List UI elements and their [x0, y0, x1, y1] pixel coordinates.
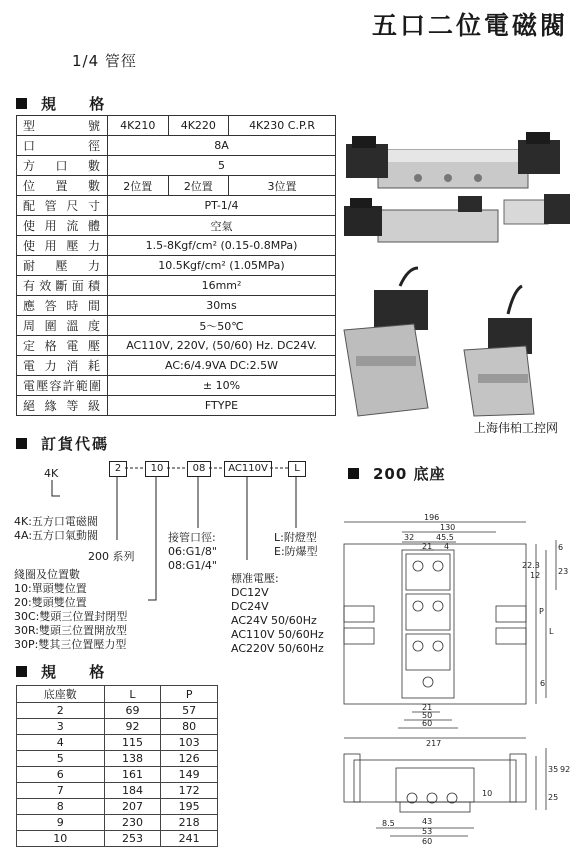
coil-title: 綫圈及位置數: [14, 568, 80, 581]
spec-value: 10.5Kgf/cm² (1.05MPa): [108, 256, 336, 276]
table-row: [17, 719, 218, 735]
dim-cell: 57: [161, 703, 218, 719]
dim-cell: 126: [161, 751, 218, 767]
voltage-item: AC110V 50/60Hz: [231, 628, 324, 641]
spec-value: 16mm²: [108, 276, 336, 296]
spec-label: 周圍溫度: [17, 316, 108, 336]
spec-label: 型 號: [17, 116, 108, 136]
dim-cell: 230: [104, 815, 161, 831]
table-row: [17, 815, 218, 831]
spec-value: 3位置: [229, 176, 336, 196]
light-item: E:防爆型: [274, 545, 318, 558]
dim-side-43: 43: [422, 817, 433, 826]
page-title: 五口二位電磁閥: [371, 11, 568, 40]
light-type-list: [274, 531, 318, 559]
dim-side-92: 92: [560, 765, 571, 774]
dim-side-35: 35: [548, 765, 559, 774]
square-bullet-icon: [348, 468, 359, 479]
spec-label: 使用流體: [17, 216, 108, 236]
dim-cell: 8: [17, 799, 105, 815]
dim-section-label: 規 格: [41, 663, 119, 681]
table-row: [17, 831, 218, 847]
dim-top-21: 21: [422, 542, 433, 551]
spec-label: 定格電壓: [17, 336, 108, 356]
dim-cell: 195: [161, 799, 218, 815]
spec-value: 4K230 C.P.R: [229, 116, 336, 136]
spec-label: 絕緣等級: [17, 396, 108, 416]
coil-item: 30C:雙頭三位置封閉型: [14, 610, 128, 623]
dim-cell: 92: [104, 719, 161, 735]
light-item: L:附燈型: [274, 531, 317, 544]
dimension-table: [16, 685, 218, 847]
dim-bottom-217: 217: [426, 739, 442, 748]
dim-side-53: 53: [422, 827, 433, 836]
spec-label: 方 口 數: [17, 156, 108, 176]
dim-cell: 69: [104, 703, 161, 719]
spec-label: 位 置 數: [17, 176, 108, 196]
order-prefix: 4K: [44, 467, 59, 480]
table-row: [17, 703, 218, 719]
order-box-coil: 10: [145, 461, 169, 477]
dim-top-4: 4: [444, 542, 450, 551]
spec-value: PT-1/4: [108, 196, 336, 216]
voltage-item: DC24V: [231, 600, 269, 613]
coil-item: 20:雙頭雙位置: [14, 596, 87, 609]
dim-right-23: 23: [558, 567, 569, 576]
dim-cell: 2: [17, 703, 105, 719]
dim-right-12: 12: [530, 571, 541, 580]
dim-cell: 218: [161, 815, 218, 831]
dim-top-130: 130: [440, 523, 456, 532]
dim-bottom-50: 50: [422, 711, 433, 720]
order-box-voltage: AC110V: [224, 461, 272, 477]
table-row: [17, 735, 218, 751]
voltage-item: AC24V 50/60Hz: [231, 614, 317, 627]
spec-value: 空氣: [108, 216, 336, 236]
dim-top-196: 196: [424, 513, 440, 522]
square-bullet-icon: [16, 666, 27, 677]
spec-value: 4K220: [168, 116, 229, 136]
dim-cell: 138: [104, 751, 161, 767]
port-size-list: [168, 531, 217, 573]
dim-cell: 80: [161, 719, 218, 735]
order-box-port: 08: [187, 461, 211, 477]
base-section-label: 200 底座: [373, 465, 446, 483]
spec-label: 有效斷面積: [17, 276, 108, 296]
dim-side-10: 10: [482, 789, 493, 798]
dim-top-32: 32: [404, 533, 415, 542]
spec-value: ± 10%: [108, 376, 336, 396]
base-section-header: [348, 463, 446, 484]
dim-header-l: L: [104, 686, 161, 703]
dim-cell: 5: [17, 751, 105, 767]
dim-bottom-60: 60: [422, 719, 433, 728]
spec-value: 2位置: [168, 176, 229, 196]
dim-side-8-5: 8.5: [382, 819, 395, 828]
dim-cell: 241: [161, 831, 218, 847]
spec-value: 4K210: [108, 116, 169, 136]
dim-cell: 9: [17, 815, 105, 831]
port-item: 08:G1/4": [168, 559, 217, 572]
spec-section-label: 規 格: [41, 95, 119, 113]
dim-cell: 4: [17, 735, 105, 751]
spec-value: 2位置: [108, 176, 169, 196]
dim-cell: 10: [17, 831, 105, 847]
spec-label: 配管尺寸: [17, 196, 108, 216]
table-row: [17, 767, 218, 783]
valve-type-list: [14, 515, 98, 543]
spec-value: AC110V, 220V, (50/60) Hz. DC24V.: [108, 336, 336, 356]
dim-right-22-3: 22.3: [522, 561, 540, 570]
voltage-item: AC220V 50/60Hz: [231, 642, 324, 655]
dim-cell: 149: [161, 767, 218, 783]
dim-header-p: P: [161, 686, 218, 703]
dim-top-45-5: 45.5: [436, 533, 454, 542]
dim-right-l: L: [549, 627, 554, 636]
coil-position-list: [14, 568, 127, 652]
order-box-series: 2: [109, 461, 127, 477]
port-item: 06:G1/8": [168, 545, 217, 558]
dim-header-base: 底座數: [17, 686, 105, 703]
spec-value: AC:6/4.9VA DC:2.5W: [108, 356, 336, 376]
voltage-title: 標准電壓:: [231, 572, 279, 585]
valve-type-item: 4K:五方口電磁閥: [14, 515, 98, 528]
dim-side-60: 60: [422, 837, 433, 846]
spec-label: 電壓容許範圍: [17, 376, 108, 396]
spec-value: 5～50℃: [108, 316, 336, 336]
page-subtitle: 1/4 管徑: [72, 52, 137, 70]
spec-value: FTYPE: [108, 396, 336, 416]
spec-value: 5: [108, 156, 336, 176]
table-row: [17, 783, 218, 799]
dim-cell: 253: [104, 831, 161, 847]
dim-bottom-21: 21: [422, 703, 433, 712]
dim-right-6: 6: [558, 543, 564, 552]
spec-label: 應答時間: [17, 296, 108, 316]
spec-label: 使用壓力: [17, 236, 108, 256]
dim-cell: 172: [161, 783, 218, 799]
coil-item: 30R:雙頭三位置開放型: [14, 624, 128, 637]
table-row: [17, 799, 218, 815]
dim-side-25: 25: [548, 793, 559, 802]
spec-value: 8A: [108, 136, 336, 156]
dim-cell: 6: [17, 767, 105, 783]
order-section-label: 訂貨代碼: [41, 435, 110, 453]
coil-item: 10:單頭雙位置: [14, 582, 87, 595]
dim-cell: 115: [104, 735, 161, 751]
base-technical-drawing: [336, 510, 574, 850]
valve-type-item: 4A:五方口氣動閥: [14, 529, 99, 542]
dim-cell: 161: [104, 767, 161, 783]
spec-label: 口 徑: [17, 136, 108, 156]
dim-cell: 207: [104, 799, 161, 815]
port-title: 接管口徑:: [168, 531, 216, 544]
spec-label: 電力消耗: [17, 356, 108, 376]
voltage-list: [231, 572, 324, 656]
spec-label: 耐 壓 力: [17, 256, 108, 276]
dim-right-p: P: [539, 607, 544, 616]
dim-cell: 3: [17, 719, 105, 735]
voltage-item: DC12V: [231, 586, 269, 599]
watermark-text: 上海伟柏工控网: [474, 421, 559, 435]
order-box-light: L: [288, 461, 306, 477]
table-row: [17, 751, 218, 767]
dim-right-6b: 6: [540, 679, 546, 688]
dim-cell: 184: [104, 783, 161, 799]
series-label: 200 系列: [88, 550, 135, 563]
dim-section-header: [16, 661, 118, 682]
coil-item: 30P:雙其三位置壓力型: [14, 638, 127, 651]
dim-cell: 7: [17, 783, 105, 799]
dim-cell: 103: [161, 735, 218, 751]
spec-value: 30ms: [108, 296, 336, 316]
spec-value: 1.5-8Kgf/cm² (0.15-0.8MPa): [108, 236, 336, 256]
